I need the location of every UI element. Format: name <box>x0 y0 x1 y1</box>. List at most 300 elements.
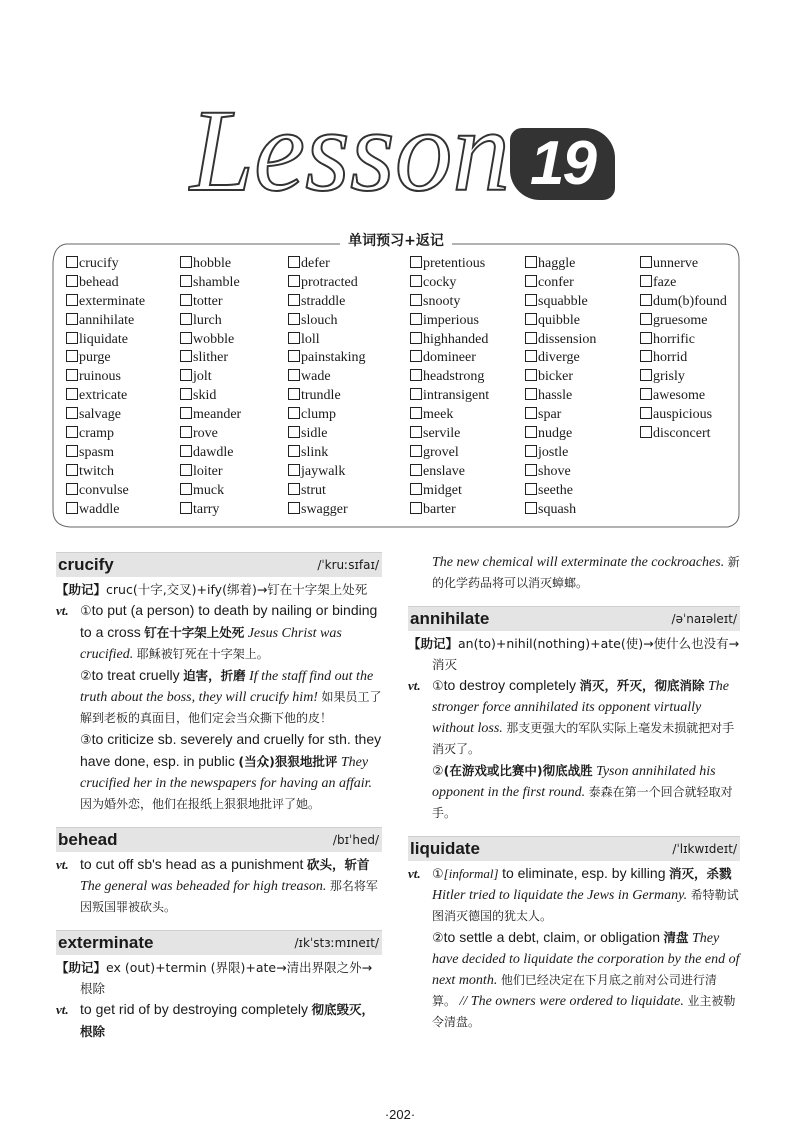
preview-word-item[interactable] <box>640 312 727 331</box>
preview-word-item[interactable] <box>410 387 489 406</box>
checkbox-icon[interactable] <box>66 445 78 457</box>
headword-bar <box>56 930 382 955</box>
preview-word-label: behead <box>79 274 119 290</box>
checkbox-icon[interactable] <box>410 350 422 362</box>
preview-word-item[interactable] <box>66 274 145 293</box>
preview-word-label: auspicious <box>653 407 713 423</box>
example-cn: 那支更强大的军队实际上毫发未损就把对手消灭了。 <box>432 721 735 756</box>
preview-word-item[interactable] <box>180 463 241 482</box>
definition-cn: 清盘 <box>663 930 689 945</box>
preview-word-label: slink <box>301 444 329 460</box>
preview-word-item[interactable] <box>66 444 145 463</box>
preview-word-item[interactable] <box>180 406 241 425</box>
phonetic: /ˈlɪkwɪdeɪt/ <box>672 842 737 856</box>
example-cn: 业主被勒令清盘。 <box>432 994 736 1029</box>
preview-word-item[interactable] <box>640 331 727 350</box>
preview-word-label: extricate <box>79 388 128 404</box>
preview-word-label: spar <box>538 407 562 423</box>
sense-number: ③ <box>80 733 92 748</box>
preview-word-item[interactable] <box>525 293 596 312</box>
checkbox-icon[interactable] <box>180 445 192 457</box>
preview-word-item[interactable] <box>640 406 727 425</box>
checkbox-icon[interactable] <box>66 407 78 419</box>
preview-word-label: unnerve <box>653 256 699 271</box>
headword-bar <box>408 606 740 631</box>
checkbox-icon[interactable] <box>288 256 300 268</box>
preview-word-label: shamble <box>193 274 240 290</box>
part-of-speech: vt. <box>56 603 69 618</box>
preview-word-item[interactable] <box>288 387 366 406</box>
preview-word-item[interactable] <box>525 312 596 331</box>
preview-word-label: clump <box>301 407 336 423</box>
checkbox-icon[interactable] <box>525 256 537 268</box>
preview-word-item[interactable] <box>525 255 596 274</box>
checkbox-icon[interactable] <box>410 407 422 419</box>
sense-number: ② <box>432 764 444 779</box>
phonetic: /bɪˈhed/ <box>332 833 379 847</box>
checkbox-icon[interactable] <box>410 464 422 476</box>
preview-word-label: waddle <box>79 501 120 517</box>
definition-cn: 迫害，折磨 <box>183 668 246 683</box>
preview-word-label: loll <box>301 331 320 347</box>
sense <box>408 927 740 1033</box>
checkbox-icon[interactable] <box>66 483 78 495</box>
preview-word-label: crucify <box>79 256 119 271</box>
preview-word-label: tarry <box>193 501 220 517</box>
part-of-speech: vt. <box>408 866 421 881</box>
preview-word-item[interactable] <box>410 368 489 387</box>
preview-word-item[interactable] <box>288 482 366 501</box>
checkbox-icon[interactable] <box>66 332 78 344</box>
preview-word-label: loiter <box>193 463 223 479</box>
preview-word-label: slouch <box>301 312 338 328</box>
checkbox-icon[interactable] <box>640 407 652 419</box>
checkbox-icon[interactable] <box>640 275 652 287</box>
preview-word-item[interactable] <box>288 501 366 520</box>
example-cn: 希特勒试图消灭德国的犹太人。 <box>432 888 739 923</box>
preview-word-item[interactable] <box>525 368 596 387</box>
preview-word-label: bicker <box>538 369 573 385</box>
checkbox-icon[interactable] <box>288 313 300 325</box>
preview-word-item[interactable] <box>410 406 489 425</box>
checkbox-icon[interactable] <box>525 294 537 306</box>
preview-word-item[interactable] <box>410 501 489 520</box>
preview-word-label: trundle <box>301 388 341 404</box>
preview-word-item[interactable] <box>180 331 241 350</box>
preview-word-item[interactable] <box>66 368 145 387</box>
sense <box>408 760 740 824</box>
preview-word-item[interactable] <box>410 444 489 463</box>
preview-word-label: squash <box>538 501 577 517</box>
sense <box>408 863 740 927</box>
checkbox-icon[interactable] <box>180 464 192 476</box>
checkbox-icon[interactable] <box>288 502 300 514</box>
preview-word-item[interactable] <box>180 501 241 520</box>
definition-en: to eliminate, esp. by killing <box>502 865 666 881</box>
checkbox-icon[interactable] <box>180 369 192 381</box>
headword-bar <box>56 552 382 577</box>
preview-word-item[interactable] <box>288 349 366 368</box>
entry-behead <box>56 827 382 918</box>
checkbox-icon[interactable] <box>66 388 78 400</box>
preview-word-label: intransigent <box>423 388 490 404</box>
example-cn: 耶稣被钉死在十字架上。 <box>136 647 269 661</box>
definition-en: to settle a debt, claim, or obligation <box>443 929 660 945</box>
definition-cn: (在游戏或比赛中)彻底战胜 <box>443 763 593 778</box>
checkbox-icon[interactable] <box>525 313 537 325</box>
checkbox-icon[interactable] <box>288 332 300 344</box>
entries-right-column <box>408 552 740 1033</box>
checkbox-icon[interactable] <box>525 407 537 419</box>
checkbox-icon[interactable] <box>410 275 422 287</box>
checkbox-icon[interactable] <box>180 388 192 400</box>
example-en: Hitler tried to liquidate the Jews in Germany. <box>432 888 688 903</box>
preview-word-item[interactable] <box>640 274 727 293</box>
preview-word-label: liquidate <box>79 331 128 347</box>
sense <box>56 600 382 665</box>
preview-word-label: gruesome <box>653 312 708 328</box>
word-column <box>525 255 596 519</box>
sense-number: ① <box>432 679 444 694</box>
definition-en: to cut off sb's head as a punishment <box>80 856 304 872</box>
headword: behead <box>58 830 118 849</box>
checkbox-icon[interactable] <box>288 294 300 306</box>
preview-word-label: quibble <box>538 312 580 328</box>
checkbox-icon[interactable] <box>640 388 652 400</box>
part-of-speech: vt. <box>56 1002 69 1017</box>
preview-word-item[interactable] <box>180 482 241 501</box>
preview-word-item[interactable] <box>180 312 241 331</box>
checkbox-icon[interactable] <box>180 275 192 287</box>
phonetic: /ɪkˈstɜːmɪneɪt/ <box>294 936 379 950</box>
checkbox-icon[interactable] <box>525 445 537 457</box>
example-en: The general was beheaded for high treason. <box>80 879 327 894</box>
preview-word-item[interactable] <box>66 293 145 312</box>
checkbox-icon[interactable] <box>180 502 192 514</box>
word-column <box>180 255 241 519</box>
example-en: The owners were ordered to liquidate. <box>470 994 684 1009</box>
preview-word-label: servile <box>423 426 461 442</box>
preview-word-item[interactable] <box>288 274 366 293</box>
exterminate-continued <box>408 552 740 594</box>
word-column <box>66 255 145 519</box>
checkbox-icon[interactable] <box>66 313 78 325</box>
preview-word-item[interactable] <box>525 444 596 463</box>
preview-word-item[interactable] <box>66 331 145 350</box>
checkbox-icon[interactable] <box>410 426 422 438</box>
definition-en: to treat cruelly <box>91 667 180 683</box>
preview-word-item[interactable] <box>66 406 145 425</box>
preview-word-label: twitch <box>79 463 114 479</box>
checkbox-icon[interactable] <box>180 256 192 268</box>
sense-number: ① <box>80 604 92 619</box>
checkbox-icon[interactable] <box>640 350 652 362</box>
preview-word-label: enslave <box>423 463 465 479</box>
part-of-speech: vt. <box>408 678 421 693</box>
preview-word-label: cocky <box>423 274 457 290</box>
checkbox-icon[interactable] <box>288 464 300 476</box>
preview-word-item[interactable] <box>640 293 727 312</box>
sense <box>408 675 740 760</box>
preview-word-item[interactable] <box>410 482 489 501</box>
checkbox-icon[interactable] <box>640 294 652 306</box>
checkbox-icon[interactable] <box>180 313 192 325</box>
preview-word-item[interactable] <box>410 274 489 293</box>
example-cn: 如果员工了解到老板的真面目，他们定会当众撕下他的皮！ <box>80 690 382 725</box>
checkbox-icon[interactable] <box>410 445 422 457</box>
preview-word-label: horrific <box>653 331 695 347</box>
checkbox-icon[interactable] <box>410 313 422 325</box>
preview-word-item[interactable] <box>180 387 241 406</box>
preview-word-item[interactable] <box>525 463 596 482</box>
preview-word-item[interactable] <box>288 463 366 482</box>
preview-word-label: squabble <box>538 293 588 309</box>
checkbox-icon[interactable] <box>288 426 300 438</box>
preview-word-item[interactable] <box>66 387 145 406</box>
checkbox-icon[interactable] <box>410 483 422 495</box>
checkbox-icon[interactable] <box>288 350 300 362</box>
checkbox-icon[interactable] <box>525 350 537 362</box>
checkbox-icon[interactable] <box>410 388 422 400</box>
preview-word-label: nudge <box>538 426 573 442</box>
preview-word-item[interactable] <box>410 425 489 444</box>
checkbox-icon[interactable] <box>180 426 192 438</box>
checkbox-icon[interactable] <box>410 332 422 344</box>
checkbox-icon[interactable] <box>525 275 537 287</box>
preview-word-item[interactable] <box>180 425 241 444</box>
checkbox-icon[interactable] <box>288 369 300 381</box>
preview-word-item[interactable] <box>640 387 727 406</box>
entry-liquidate <box>408 836 740 1033</box>
word-column <box>640 255 727 444</box>
definition-cn: 消灭，歼灭，彻底消除 <box>579 678 705 693</box>
entry-crucify <box>56 552 382 815</box>
part-of-speech: vt. <box>56 857 69 872</box>
checkbox-icon[interactable] <box>640 332 652 344</box>
preview-word-item[interactable] <box>640 255 727 274</box>
example-en: The stronger force annihilated its opponent virtually without loss. <box>432 679 729 736</box>
checkbox-icon[interactable] <box>180 483 192 495</box>
headword: annihilate <box>410 609 490 628</box>
preview-word-item[interactable] <box>66 501 145 520</box>
checkbox-icon[interactable] <box>525 426 537 438</box>
preview-word-label: meander <box>193 407 242 423</box>
checkbox-icon[interactable] <box>640 256 652 268</box>
preview-word-item[interactable] <box>288 331 366 350</box>
checkbox-icon[interactable] <box>288 483 300 495</box>
definition-en: to put (a person) to death by nailing or binding to a cross <box>80 602 378 640</box>
lesson-title-text: Lesson <box>188 90 510 210</box>
checkbox-icon[interactable] <box>525 332 537 344</box>
checkbox-icon[interactable] <box>66 426 78 438</box>
preview-word-label: dum(b)found <box>653 293 727 309</box>
checkbox-icon[interactable] <box>66 294 78 306</box>
checkbox-icon[interactable] <box>288 445 300 457</box>
definition-cn: 消灭，杀戮 <box>668 866 732 881</box>
checkbox-icon[interactable] <box>180 407 192 419</box>
preview-word-item[interactable] <box>288 293 366 312</box>
preview-word-label: grisly <box>653 369 685 385</box>
preview-word-item[interactable] <box>180 274 241 293</box>
definition-cn: 彻底毁灭，根除 <box>80 1002 375 1039</box>
mnemonic-text: ex (out)+termin (界限)+ate→清出界限之外→根除 <box>80 960 373 996</box>
preview-word-label: midget <box>423 482 462 498</box>
preview-word-label: salvage <box>79 407 121 423</box>
preview-word-item[interactable] <box>180 293 241 312</box>
preview-word-item[interactable] <box>180 368 241 387</box>
preview-word-item[interactable] <box>180 255 241 274</box>
entry-exterminate <box>56 930 382 1043</box>
preview-word-item[interactable] <box>410 293 489 312</box>
preview-word-item[interactable] <box>640 368 727 387</box>
preview-word-label: horrid <box>653 350 688 366</box>
checkbox-icon[interactable] <box>288 388 300 400</box>
preview-word-label: disconcert <box>653 426 711 442</box>
checkbox-icon[interactable] <box>180 350 192 362</box>
preview-word-item[interactable] <box>66 255 145 274</box>
preview-word-label: muck <box>193 482 225 498</box>
checkbox-icon[interactable] <box>410 294 422 306</box>
page-number: ·202· <box>384 1107 416 1122</box>
preview-word-item[interactable] <box>525 425 596 444</box>
preview-word-item[interactable] <box>525 349 596 368</box>
checkbox-icon[interactable] <box>288 275 300 287</box>
preview-word-item[interactable] <box>180 349 241 368</box>
checkbox-icon[interactable] <box>410 369 422 381</box>
preview-word-label: lurch <box>193 312 222 328</box>
example-en: They have decided to liquidate the corporation by the end of next month. <box>432 931 740 988</box>
checkbox-icon[interactable] <box>525 502 537 514</box>
preview-word-item[interactable] <box>525 482 596 501</box>
preview-word-item[interactable] <box>288 255 366 274</box>
preview-word-item[interactable] <box>640 425 727 444</box>
preview-word-label: defer <box>301 256 330 271</box>
lesson-title <box>188 90 518 210</box>
checkbox-icon[interactable] <box>66 502 78 514</box>
preview-word-item[interactable] <box>288 368 366 387</box>
preview-word-item[interactable] <box>288 444 366 463</box>
preview-word-item[interactable] <box>288 312 366 331</box>
preview-word-label: strut <box>301 482 326 498</box>
preview-word-label: awesome <box>653 388 706 404</box>
preview-word-label: domineer <box>423 350 476 366</box>
example-cn: 因为婚外恋，他们在报纸上狠狠地批评了她。 <box>80 797 321 811</box>
preview-word-label: skid <box>193 388 217 404</box>
preview-word-item[interactable] <box>66 425 145 444</box>
example-cn: 新的化学药品将可以消灭蟑螂。 <box>432 555 740 590</box>
preview-word-item[interactable] <box>525 501 596 520</box>
headword: liquidate <box>410 839 480 858</box>
example-en: Tyson annihilated his opponent in the first round. <box>432 764 716 800</box>
word-column <box>410 255 489 519</box>
preview-word-label: painstaking <box>301 350 366 366</box>
preview-word-item[interactable] <box>66 463 145 482</box>
mnemonic-text: an(to)+nihil(nothing)+ate(使)→使什么也没有→消灭 <box>432 636 740 672</box>
example-cn: 泰森在第一个回合就轻取对手。 <box>432 785 733 820</box>
preview-word-item[interactable] <box>525 331 596 350</box>
checkbox-icon[interactable] <box>410 502 422 514</box>
preview-word-item[interactable] <box>66 482 145 501</box>
preview-word-label: dawdle <box>193 444 234 460</box>
phonetic: /əˈnaɪəleɪt/ <box>671 612 737 626</box>
checkbox-icon[interactable] <box>640 313 652 325</box>
checkbox-icon[interactable] <box>525 388 537 400</box>
sense <box>56 665 382 729</box>
preview-word-item[interactable] <box>66 349 145 368</box>
preview-word-item[interactable] <box>66 312 145 331</box>
preview-word-label: straddle <box>301 293 346 309</box>
preview-word-label: protracted <box>301 274 358 290</box>
sense <box>56 854 382 918</box>
sense-number: ② <box>80 669 92 684</box>
checkbox-icon[interactable] <box>66 275 78 287</box>
preview-word-item[interactable] <box>410 312 489 331</box>
preview-word-label: hassle <box>538 388 573 404</box>
preview-word-label: exterminate <box>79 293 146 309</box>
preview-word-label: snooty <box>423 293 461 309</box>
checkbox-icon[interactable] <box>525 483 537 495</box>
definition-cn: 砍头，斩首 <box>306 857 370 872</box>
preview-word-label: ruinous <box>79 369 121 385</box>
preview-word-label: swagger <box>301 501 348 517</box>
mnemonic-text: cruc(十字,交叉)+ify(绑着)→钉在十字架上处死 <box>106 582 368 597</box>
preview-word-label: shove <box>538 463 571 479</box>
preview-word-item[interactable] <box>410 331 489 350</box>
example-en: Jesus Christ was crucified. <box>80 626 342 662</box>
preview-word-item[interactable] <box>640 349 727 368</box>
preview-heading: 单词预习+返记 <box>340 233 452 249</box>
checkbox-icon[interactable] <box>410 256 422 268</box>
preview-word-item[interactable] <box>525 387 596 406</box>
preview-word-label: wobble <box>193 331 235 347</box>
headword-bar <box>56 827 382 852</box>
mnemonic-label: 【助记】 <box>56 582 107 597</box>
definition-en: to get rid of by destroying completely <box>80 1001 309 1017</box>
checkbox-icon[interactable] <box>180 294 192 306</box>
checkbox-icon[interactable] <box>66 464 78 476</box>
checkbox-icon[interactable] <box>66 350 78 362</box>
sense-number: ② <box>432 931 444 946</box>
entry-annihilate <box>408 606 740 824</box>
preview-word-label: imperious <box>423 312 479 328</box>
preview-word-label: sidle <box>301 426 328 442</box>
preview-word-item[interactable] <box>288 406 366 425</box>
checkbox-icon[interactable] <box>640 369 652 381</box>
headword: exterminate <box>58 933 154 952</box>
preview-word-label: grovel <box>423 444 459 460</box>
checkbox-icon[interactable] <box>525 369 537 381</box>
definition-cn: 钉在十字架上处死 <box>144 625 245 640</box>
checkbox-icon[interactable] <box>66 369 78 381</box>
preview-word-label: barter <box>423 501 456 517</box>
preview-word-label: seethe <box>538 482 573 498</box>
preview-word-item[interactable] <box>180 444 241 463</box>
preview-word-item[interactable] <box>410 463 489 482</box>
phonetic: /ˈkruːsɪfaɪ/ <box>317 558 379 572</box>
preview-word-item[interactable] <box>525 406 596 425</box>
checkbox-icon[interactable] <box>180 332 192 344</box>
preview-word-label: jostle <box>538 444 569 460</box>
checkbox-icon[interactable] <box>288 407 300 419</box>
preview-word-label: annihilate <box>79 312 135 328</box>
preview-word-item[interactable] <box>410 349 489 368</box>
checkbox-icon[interactable] <box>525 464 537 476</box>
checkbox-icon[interactable] <box>66 256 78 268</box>
preview-word-item[interactable] <box>525 274 596 293</box>
preview-word-item[interactable] <box>410 255 489 274</box>
preview-word-item[interactable] <box>288 425 366 444</box>
checkbox-icon[interactable] <box>640 426 652 438</box>
